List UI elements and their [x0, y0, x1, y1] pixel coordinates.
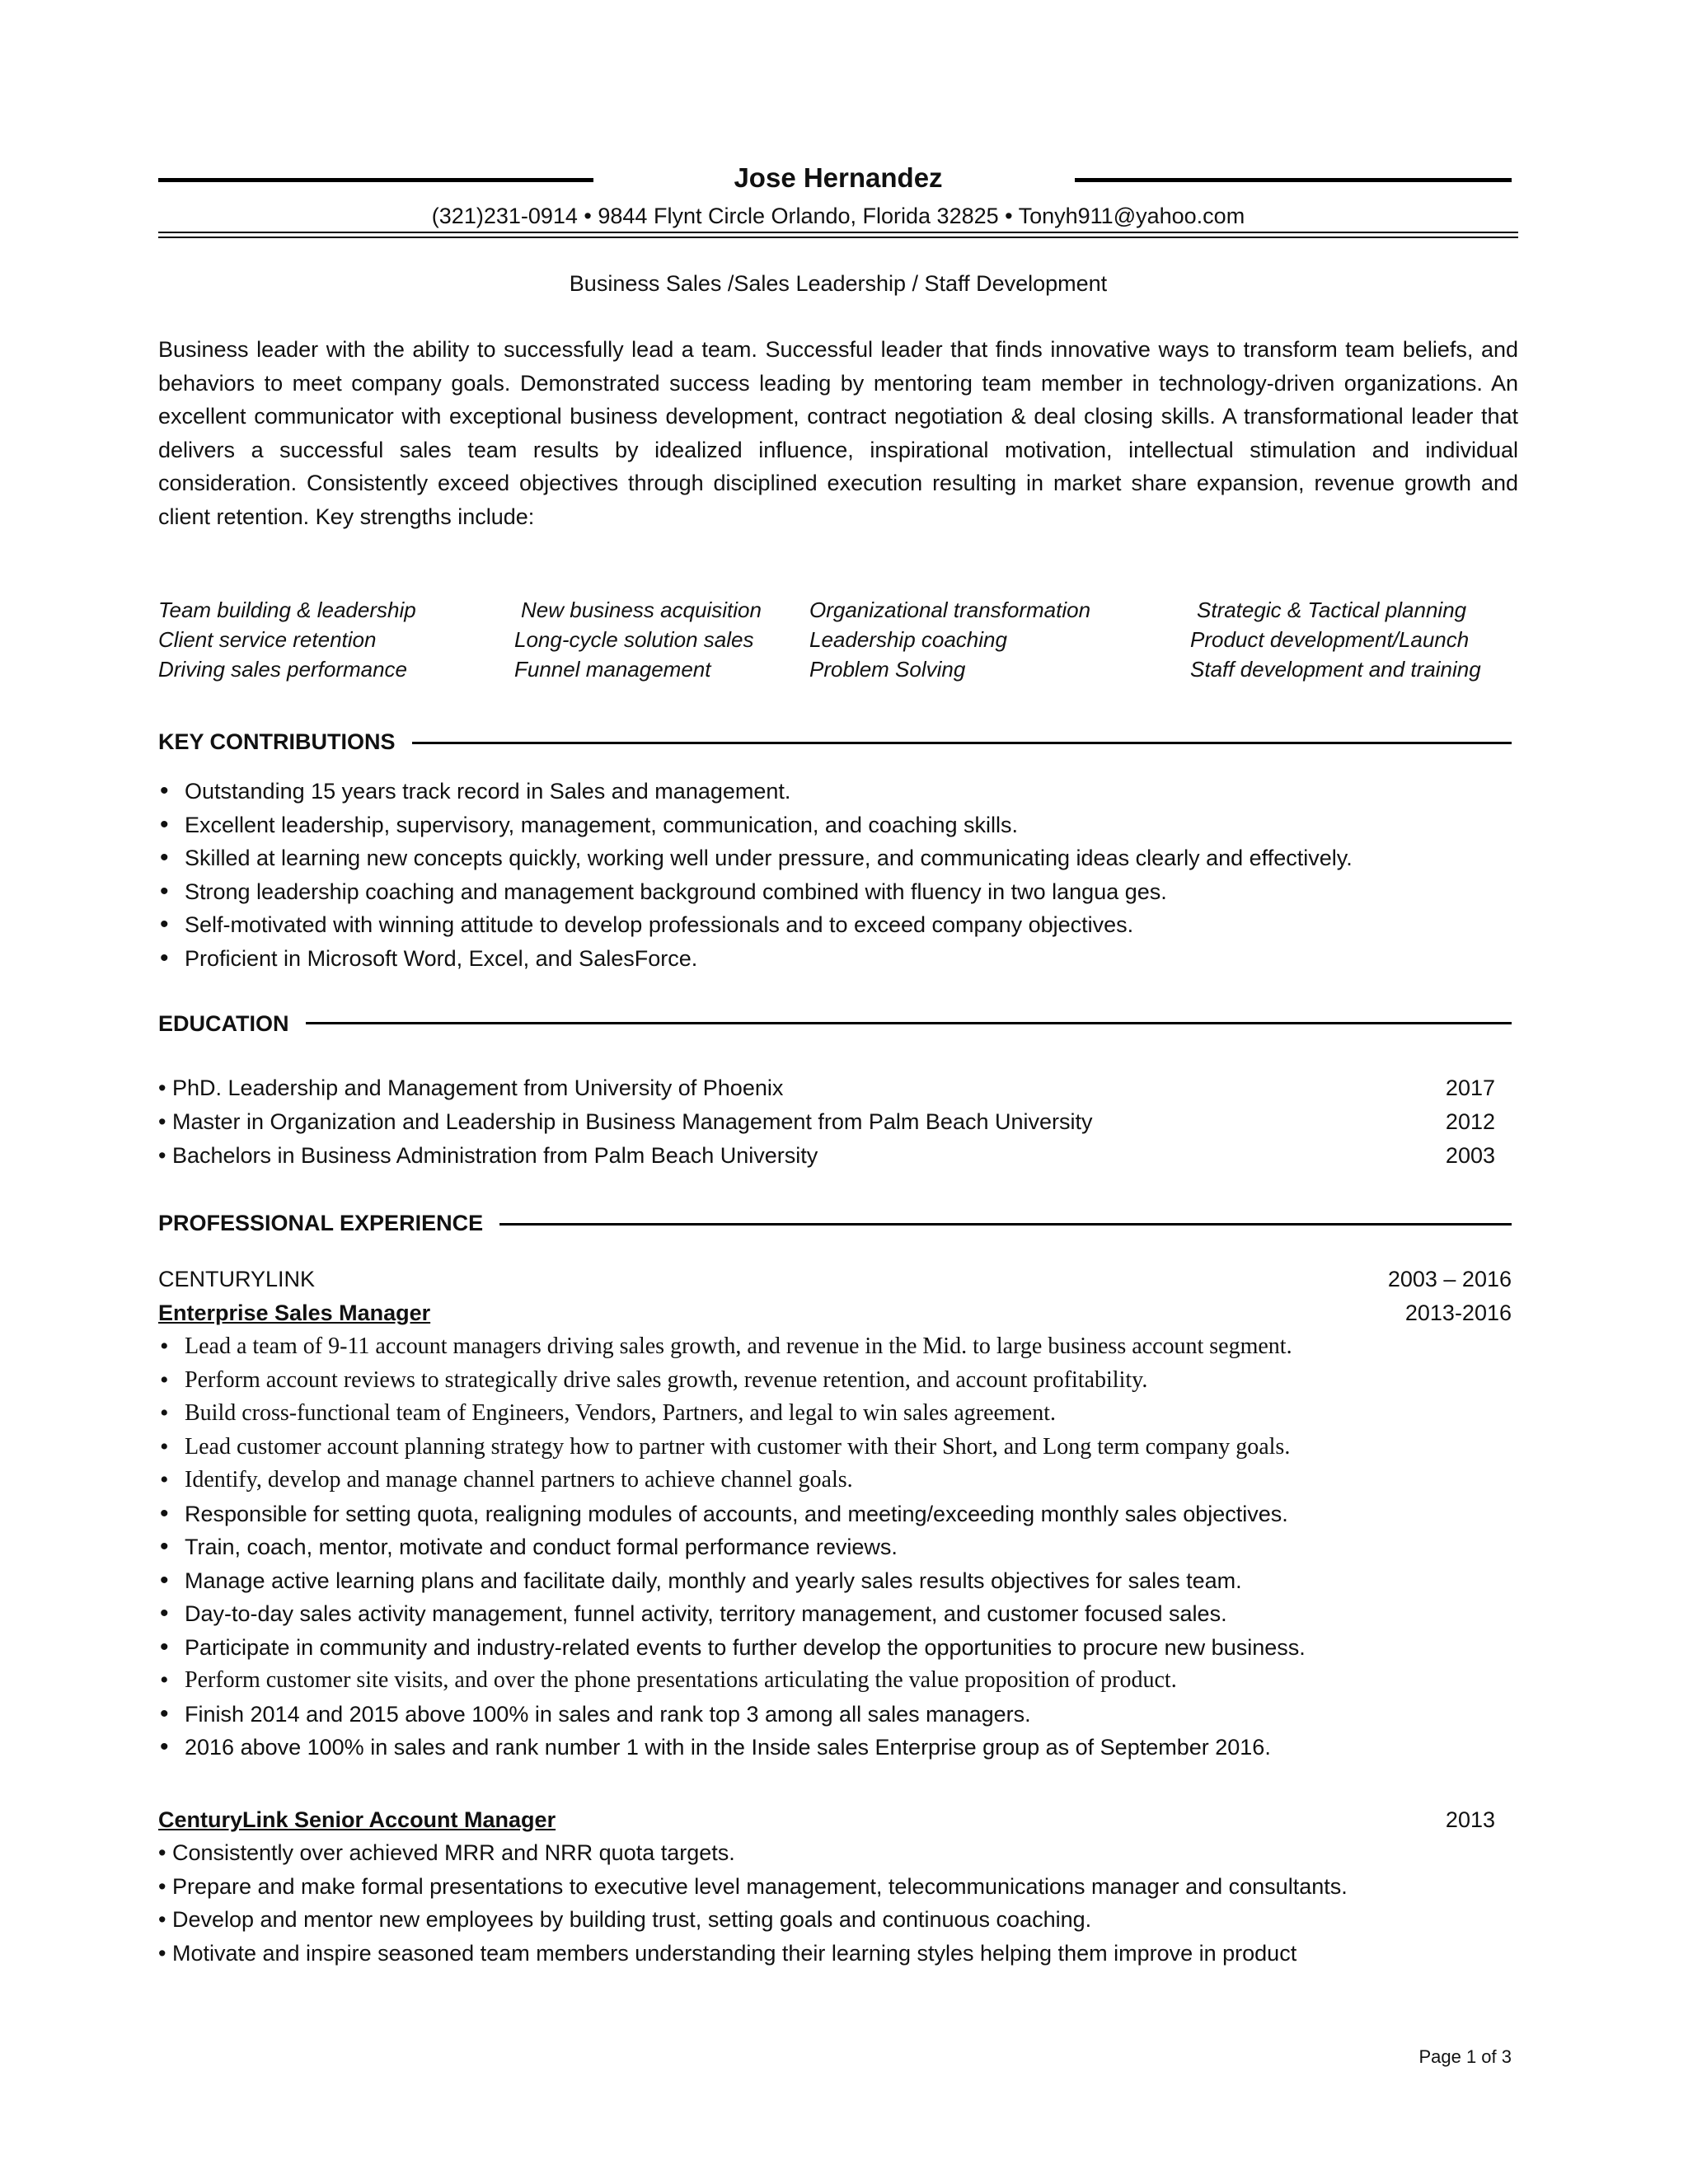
section-title: PROFESSIONAL EXPERIENCE: [158, 1207, 499, 1240]
strength-item: Strategic & Tactical planning: [1197, 598, 1467, 622]
section-title: EDUCATION: [158, 1007, 306, 1040]
strength-item: Staff development and training: [1190, 657, 1481, 682]
key-contributions-list: [158, 775, 1518, 975]
strengths-column: [514, 595, 762, 684]
list-item: • Consistently over achieved MRR and NRR quota targets.: [158, 1840, 735, 1865]
list-item: • Day-to-day sales activity management, funnel activity, territory management, and customer focused sales.: [158, 1597, 1518, 1631]
strength-item: Problem Solving: [809, 657, 966, 682]
list-item: • Build cross-functional team of Engineers, Vendors, Partners, and legal to win sales agreement.: [158, 1397, 1518, 1431]
name-header: [158, 158, 1518, 201]
strength-item: Team building & leadership: [158, 598, 416, 622]
list-item: • Outstanding 15 years track record in Sales and management.: [158, 775, 1518, 808]
strength-item: Long-cycle solution sales: [514, 627, 754, 652]
candidate-name: Jose Hernandez: [734, 162, 943, 193]
education-list: [158, 1071, 1518, 1173]
job-years: 2013-2016: [1404, 1301, 1512, 1325]
tagline: Business Sales /Sales Leadership / Staff Development: [569, 271, 1108, 296]
resume-page: [158, 0, 1518, 2184]
section-heading-experience: [158, 1207, 1518, 1240]
list-item: • Excellent leadership, supervisory, management, communication, and coaching skills.: [158, 808, 1518, 842]
list-item: • Participate in community and industry-related events to further develop the opportunities to procure new business.: [158, 1631, 1518, 1665]
section-rule: [158, 1022, 1512, 1024]
list-item: • Perform customer site visits, and over the phone presentations articulating the value proposition of product.: [158, 1664, 1518, 1698]
company-header: [158, 1263, 1518, 1330]
summary-paragraph: Business leader with the ability to successfully lead a team. Successful leader that finds innovative ways to transform team beliefs, and behaviors to meet company goals. Demonstrated success leading by mentoring team member in technology-driven organizations. An excellent communicator with exceptional business development, contract negotiation & deal closing skills. A transformational leader that delivers a successful sales team results by idealized influence, inspirational motivation, intellectual stimulation and individual consideration. Consistently exceed objectives through disciplined execution resulting in market share expansion, revenue growth and client retention. Key strengths include:: [158, 337, 1518, 529]
strength-item: Leadership coaching: [809, 627, 1007, 652]
list-item: • Lead customer account planning strategy how to partner with customer with their Short, and Long term company goals.: [158, 1431, 1518, 1465]
list-item: • Prepare and make formal presentations to executive level management, telecommunications manager and consultants.: [158, 1873, 1348, 1899]
contact-info: (321)231-0914 • 9844 Flynt Circle Orlando, Florida 32825 • Tonyh911@yahoo.com: [431, 204, 1245, 228]
list-item: • Manage active learning plans and facilitate daily, monthly and yearly sales results objectives for sales team.: [158, 1564, 1518, 1598]
list-item: • Identify, develop and manage channel partners to achieve channel goals.: [158, 1464, 1518, 1497]
list-item: • Perform account reviews to strategically drive sales growth, revenue retention, and account profitability.: [158, 1364, 1518, 1398]
degree-text: • Master in Organization and Leadership in Business Management from Palm Beach University: [158, 1109, 1093, 1134]
strength-item: Client service retention: [158, 627, 377, 652]
strength-item: Organizational transformation: [809, 598, 1091, 622]
list-item: • Self-motivated with winning attitude to develop professionals and to exceed company objectives.: [158, 908, 1518, 942]
list-item: • Skilled at learning new concepts quickly, working well under pressure, and communicating ideas clearly and effectively.: [158, 841, 1518, 875]
degree-year: 2003: [1445, 1143, 1495, 1168]
job-title: CenturyLink Senior Account Manager: [158, 1807, 556, 1832]
section-heading-key-contributions: [158, 725, 1518, 758]
list-item: • Strong leadership coaching and management background combined with fluency in two langua ges.: [158, 875, 1518, 909]
page-number: Page 1 of 3: [1418, 2046, 1512, 2067]
strength-item: Product development/Launch: [1190, 627, 1470, 652]
strength-item: Funnel management: [514, 657, 711, 682]
degree-text: • Bachelors in Business Administration from Palm Beach University: [158, 1143, 818, 1168]
job-duties-list: [158, 1330, 1518, 1765]
company-row: [158, 1263, 1518, 1296]
list-item: • Finish 2014 and 2015 above 100% in sales and rank top 3 among all sales managers.: [158, 1698, 1518, 1732]
strengths-column: [1190, 595, 1481, 684]
job-title-row: [158, 1296, 1518, 1330]
education-item: [158, 1139, 1518, 1173]
list-item: • Train, coach, mentor, motivate and conduct formal performance reviews.: [158, 1530, 1518, 1564]
degree-text: • PhD. Leadership and Management from University of Phoenix: [158, 1076, 784, 1100]
job-years: 2013: [1445, 1807, 1495, 1832]
job-title: Enterprise Sales Manager: [158, 1301, 431, 1325]
job-title-row: [158, 1803, 1518, 1837]
company-name: CENTURYLINK: [158, 1267, 316, 1291]
section-heading-education: [158, 1007, 1518, 1040]
list-item: • Lead a team of 9-11 account managers driving sales growth, and revenue in the Mid. to large business account segment.: [158, 1330, 1518, 1364]
list-item: • Develop and mentor new employees by building trust, setting goals and continuous coaching.: [158, 1907, 1092, 1932]
strength-item: New business acquisition: [521, 598, 762, 622]
company-years: 2003 – 2016: [1387, 1267, 1512, 1291]
education-item: [158, 1105, 1518, 1139]
job2-duties-list: [158, 1836, 1518, 1970]
degree-year: 2012: [1445, 1109, 1495, 1134]
section-title: KEY CONTRIBUTIONS: [158, 725, 412, 758]
strengths-column: [809, 595, 1090, 684]
list-item: • Proficient in Microsoft Word, Excel, and SalesForce.: [158, 942, 1518, 976]
job2-header: [158, 1803, 1518, 1837]
header-divider: [158, 232, 1518, 238]
list-item: • 2016 above 100% in sales and rank number 1 with in the Inside sales Enterprise group as of September 2016.: [158, 1731, 1518, 1765]
strengths-column: [158, 595, 416, 684]
education-item: [158, 1071, 1518, 1105]
strength-item: Driving sales performance: [158, 657, 408, 682]
list-item: • Motivate and inspire seasoned team members understanding their learning styles helping them improve in product: [158, 1940, 1297, 1966]
degree-year: 2017: [1445, 1076, 1495, 1100]
list-item: • Responsible for setting quota, realigning modules of accounts, and meeting/exceeding monthly sales objectives.: [158, 1497, 1518, 1531]
